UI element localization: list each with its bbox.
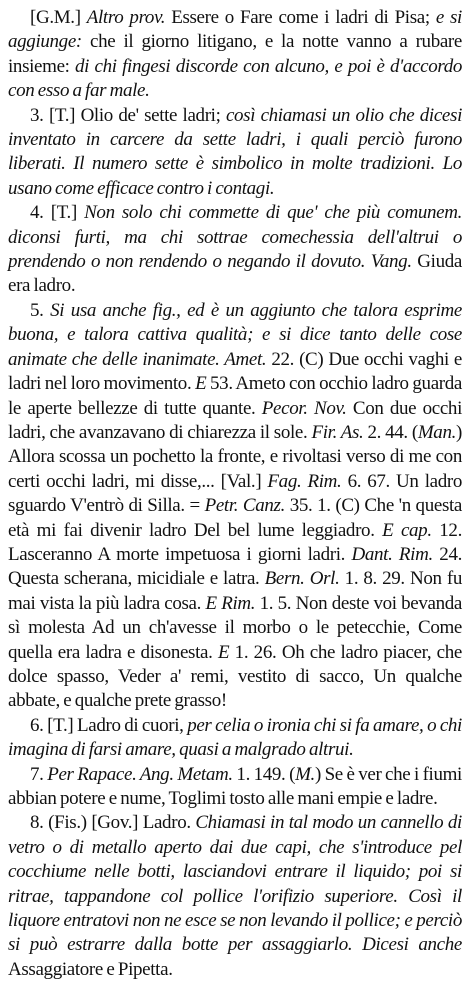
entry-paragraph-3 [8,201,462,299]
text-segment: 4. [T.] [30,202,85,224]
italic-text-segment: Dant. Rim. [351,543,433,565]
text-segment: 5. [30,299,51,321]
italic-text-segment: M. [295,763,315,785]
italic-text-segment: E [195,373,207,395]
text-segment: 8. (Fis.) [Gov.] Ladro. [30,812,196,834]
italic-text-segment: di chi fingesi discorde con alcuno, e poi è d'accordo con esso a far male. [8,55,462,102]
italic-text-segment: così chiamasi un olio che dicesi inventato in carcere da sette ladri, i quali perciò furono liberati. Il numero sette è simbolico in molte tradizioni. Lo usano come efficace contro i contagi. [8,104,462,199]
italic-text-segment: E [217,641,230,663]
text-segment: 1. 5. Non deste voi bevanda sì molesta Ad un ch'avesse il morbo o le petecchie, Come quella era ladra e disonesta. [8,592,462,663]
text-segment: che il giorno litigano, e la notte vanno a rubare insieme: [8,31,462,77]
italic-text-segment: e si aggiunge: [8,7,462,53]
italic-text-segment: Fir. As. [311,421,364,443]
text-segment: 35. 1. (C) Che 'n questa età mi fai divenir ladro Del bel lume leggiadro. [8,495,462,541]
italic-text-segment: Bern. Orl. [264,568,340,590]
text-segment: 12. Lasceranno A morte impetuosa i giorni ladri. [8,519,462,565]
text-segment: 2. 44. ( [363,421,418,443]
text-segment: Assaggiatore e Pipetta. [8,958,173,980]
italic-text-segment: Vang. [370,251,412,273]
italic-text-segment: Petr. Canz. [204,495,285,517]
text-segment: ) Se è ver che i fiumi abbian potere e nume, Toglimi tosto alle mani empie e ladre. [8,763,462,809]
text-segment: 1. 8. 29. Non fu mai vista la più ladra cosa. [8,568,462,614]
entry-paragraph-5 [8,714,462,763]
entry-paragraph-6 [8,763,462,812]
entry-paragraph-1 [8,6,462,104]
italic-text-segment: E Rim. [205,592,256,614]
italic-text-segment: E cap. [382,519,432,541]
text-segment: [G.M.] [30,7,87,28]
text-segment: 1. 149. ( [232,763,296,785]
entry-paragraph-4 [8,299,462,714]
italic-text-segment: Per Rapace. Ang. Metam. [47,763,233,785]
text-segment: 7. [30,763,48,785]
italic-text-segment: Chiamasi in tal modo un cannello di vetro o di metallo aperto dai due capi, che s'introduce pel cocchiume nelle botti, lasciandovi entrare il liquido; poi si ritrae, tappandone col pollice l'orifizio superiore. Così il liquore entratovi non ne esce se non levando il pollice; e perciò si può estrarre dalla botte per assaggiarlo. Dicesi anche [8,812,462,956]
italic-text-segment: Si usa anche fig., ed è un aggiunto che talora esprime buona, e talora cattiva qualità; e si dice tanto delle cose animate che delle inanimate. Amet. [8,299,463,370]
text-segment: Essere o Fare come i ladri di Pisa; [165,7,436,28]
text-segment: 24. Questa scherana, micidiale e latra. [8,543,462,590]
text-segment: 6. [T.] Ladro di cuori, [30,714,188,736]
text-segment: Con due occhi ladri, che avanzavano di chiarezza il sole. [8,397,462,443]
text-segment: 3. [T.] Olio de' sette ladri; [30,104,226,126]
italic-text-segment: Non solo chi commette di que' che più comunem. diconsi furti, ma chi sottrae comechessia dell'altrui o prendendo o non rendendo o negando il dovuto. [8,202,462,273]
text-segment: 1. 26. Oh che ladro piacer, che dolce spasso, Veder a' remi, vestito di sacco, Un qualche abbate, e qualche prete grasso! [8,641,462,712]
italic-text-segment: Fag. Rim. [267,470,342,492]
text-segment: 6. 67. Un ladro sguardo V'entrò di Silla. = [8,470,462,517]
text-segment: 53. Ameto con occhio ladro guarda le aperte bellezze di tutte quante. [8,373,462,419]
italic-text-segment: Pecor. Nov. [261,397,347,419]
italic-text-segment: per celia o ironia chi si fa amare, o chi imagina di farsi amare, quasi a malgrado altrui. [8,714,462,761]
text-segment: ) Allora scossa un pochetto la fronte, e rivoltasi verso di me con certi occhi ladri, mi disse,... [Val.] [8,421,462,492]
text-segment: 22. (C) Due occhi vaghi e ladri nel loro movimento. [8,348,463,395]
entry-paragraph-2 [8,104,462,202]
text-segment: Giuda era ladro. [8,251,462,297]
italic-text-segment: Man. [417,421,457,443]
entry-paragraph-7 [8,811,462,982]
italic-text-segment: Altro prov. [86,7,166,28]
